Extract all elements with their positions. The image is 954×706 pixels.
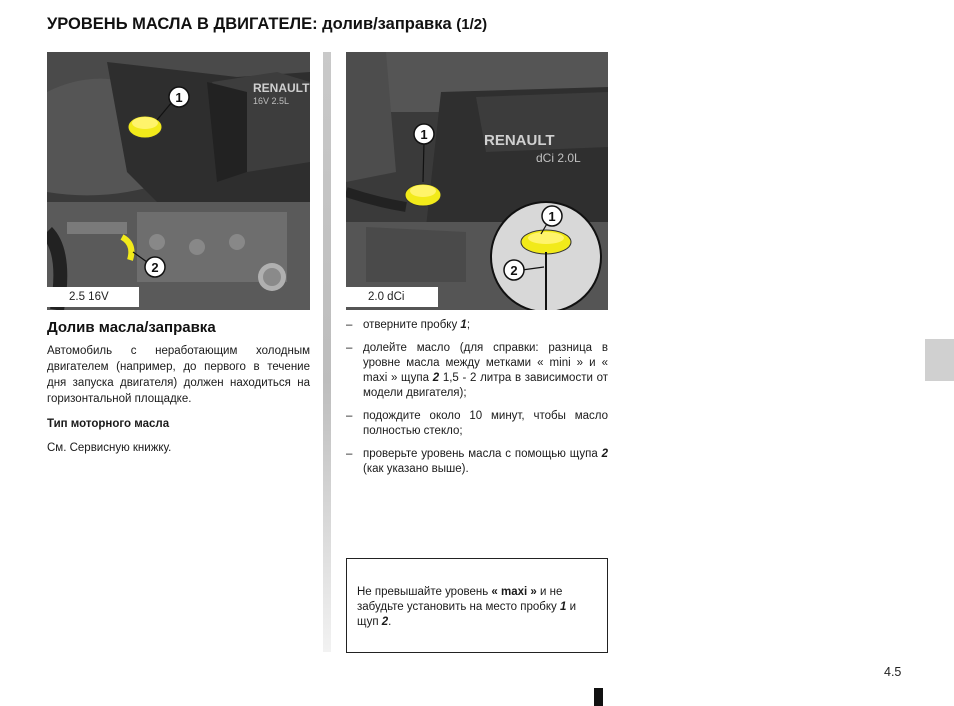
column-divider — [323, 52, 331, 652]
step-item — [346, 341, 608, 401]
figure-caption: 2.5 16V — [47, 287, 139, 307]
step-text: подождите около 10 минут, чтобы масло полностью стекло; — [363, 410, 608, 437]
warning-text: и не забудьте установить на место пробку — [357, 586, 563, 613]
intro-paragraph: Автомобиль с неработающим холодным двигателем (например, до первого в течение дня запуска двигателя) должен находиться на горизонтальной площадке. — [47, 345, 310, 405]
engine-logo-text: RENAULT — [253, 81, 310, 95]
engine-badge-text: dCi 2.0L — [536, 151, 581, 165]
marker-1-inset: 1 — [548, 209, 556, 224]
step-text: (как указано выше). — [363, 463, 469, 475]
print-mark — [594, 688, 603, 706]
page-number: 4.5 — [884, 665, 902, 679]
warning-text: . — [388, 616, 392, 628]
step-text: проверьте уровень масла с помощью щупа — [363, 448, 602, 460]
step-text: 1,5 - 2 литра в зависимости от модели двигателя); — [363, 372, 608, 399]
step-item — [346, 318, 608, 333]
page-title-part: (1/2) — [456, 16, 488, 33]
engine-photo-2-5 — [47, 52, 310, 310]
warning-ref: 1 — [559, 601, 567, 613]
step-item — [346, 447, 608, 477]
marker-1: 1 — [420, 127, 428, 142]
marker-1: 1 — [175, 90, 183, 105]
figure-caption: 2.0 dCi — [346, 287, 438, 307]
step-item — [346, 409, 608, 439]
marker-2-inset: 2 — [510, 263, 518, 278]
warning-text: Не превышайте уровень — [357, 586, 492, 598]
oil-type-text: См. Сервисную книжку. — [47, 442, 172, 454]
engine-logo-text: RENAULT — [484, 132, 555, 149]
section-title: Долив масла/заправка — [47, 319, 216, 336]
step-ref: 1 — [460, 319, 467, 331]
step-text: долейте масло (для справки: разница в уровне масла между метками « mini » и « maxi » щупа — [363, 342, 608, 384]
step-text: ; — [466, 319, 471, 331]
engine-badge-text: 16V 2.5L — [253, 96, 290, 106]
step-ref: 2 — [432, 372, 440, 384]
step-ref: 2 — [601, 448, 608, 460]
warning-text: и щуп — [357, 601, 577, 628]
warning-box — [346, 558, 608, 653]
page-title — [47, 15, 487, 34]
engine-photo-2-0-dci — [346, 52, 608, 310]
engine-illustration-2-5 — [47, 52, 310, 310]
marker-2: 2 — [151, 260, 159, 275]
warning-ref: 2 — [381, 616, 389, 628]
engine-illustration-2-0-dci — [346, 52, 608, 310]
procedure-steps — [346, 318, 608, 485]
step-text: отверните пробку — [363, 319, 461, 331]
chapter-tab — [925, 339, 954, 381]
warning-emphasis: « maxi » — [491, 586, 537, 598]
oil-type-heading: Тип моторного масла — [47, 418, 170, 430]
page-title-main: УРОВЕНЬ МАСЛА В ДВИГАТЕЛЕ: долив/заправка — [47, 15, 452, 33]
